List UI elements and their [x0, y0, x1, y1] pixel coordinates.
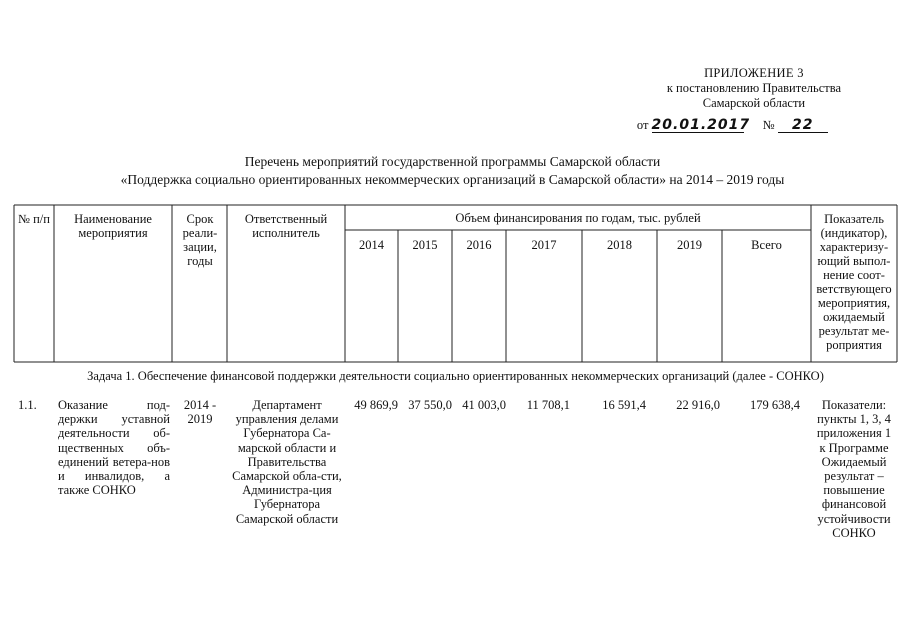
row-value-2015: 37 550,0 [408, 398, 452, 412]
row-executor: Департамент управления делами Губернатора Са-марской области и Правительства Самарской обла-сти, Администра-ция Губернатора Самарской области [232, 398, 342, 526]
date-prefix: от [636, 118, 649, 132]
resolution-date-line [637, 118, 828, 133]
appendix-line-2: к постановлению Правительства [666, 81, 841, 95]
header-num: № п/п [18, 212, 50, 226]
row-value-2019: 22 916,0 [676, 398, 720, 412]
row-value-2017: 11 708,1 [526, 398, 570, 412]
row-num: 1.1. [18, 398, 37, 412]
appendix-line-3: Самарской области [702, 96, 806, 110]
task-heading: Задача 1. Обеспечение финансовой поддержки деятельности социально ориентированных некоммерческих организаций (далее - СОНКО) [87, 369, 824, 383]
appendix-title: ПРИЛОЖЕНИЕ 3 [704, 66, 804, 80]
header-funding: Объем финансирования по годам, тыс. рублей [455, 211, 701, 225]
header-year-2018: 2018 [607, 238, 632, 252]
row-value-2016: 41 003,0 [462, 398, 506, 412]
header-name: Наименование мероприятия [74, 212, 152, 240]
handwritten-date: 20.01.2017 [651, 117, 751, 133]
handwritten-number: 22 [778, 118, 828, 133]
header-indicator: Показатель (индикатор), характеризу-ющий выпол-нение соот-ветствующего мероприятия, ожидаемый результат ме-роприятия [816, 212, 892, 352]
header-year-2016: 2016 [466, 238, 492, 252]
number-prefix: № [762, 118, 775, 132]
header-year-2019: 2019 [677, 238, 702, 252]
document-title [0, 153, 905, 189]
row-value-total: 179 638,4 [750, 398, 800, 412]
title-line-1: Перечень мероприятий государственной программы Самарской области [244, 154, 661, 169]
appendix-block [636, 66, 841, 133]
header-year-2017: 2017 [531, 238, 557, 252]
row-value-2018: 16 591,4 [602, 398, 646, 412]
header-total: Всего [751, 238, 782, 252]
row-indicator: Показатели: пункты 1, 3, 4 приложения 1 к Программе Ожидаемый результат – повышение финансовой устойчивости СОНКО [816, 398, 892, 540]
row-term: 2014 - 2019 [183, 398, 217, 427]
title-line-2: «Поддержка социально ориентированных некоммерческих организаций в Самарской области» на 2014 – 2019 годы [120, 172, 785, 187]
row-name: Оказание под-держки уставной деятельности об-щественных объ-единений ветера-нов и инвалидов, а также СОНКО [58, 398, 170, 498]
header-executor: Ответственный исполнитель [244, 212, 328, 240]
header-year-2014: 2014 [359, 238, 384, 252]
row-value-2014: 49 869,9 [354, 398, 398, 412]
header-term: Срок реали-зации, годы [182, 212, 218, 268]
header-year-2015: 2015 [412, 238, 438, 252]
